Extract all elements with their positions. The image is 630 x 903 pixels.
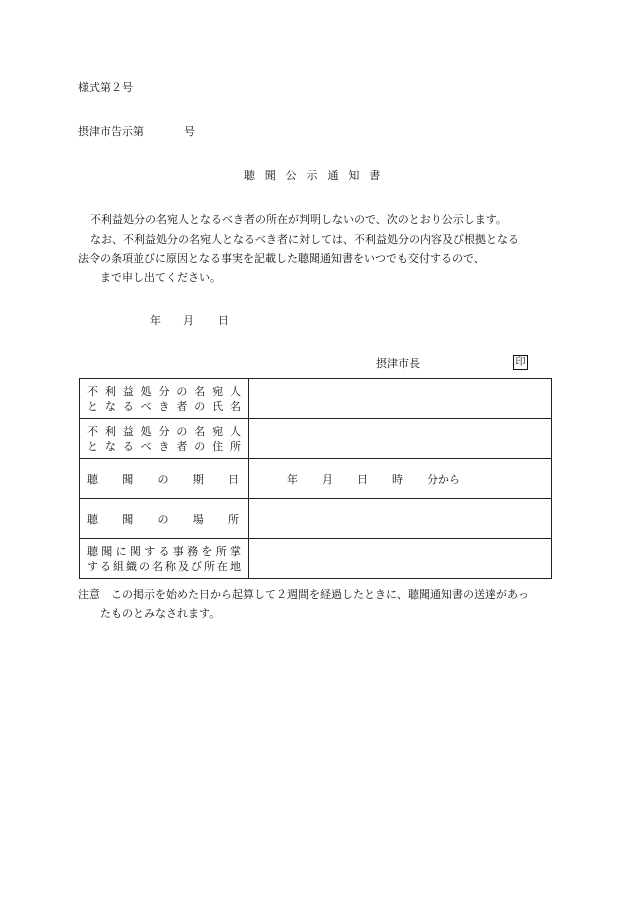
table-row xyxy=(80,459,552,499)
table-row xyxy=(80,419,552,459)
body-paragraph-2-line-2: 法令の条項並びに原因となる事実を記載した聴聞通知書をいつでも交付するので、 xyxy=(78,252,485,265)
seal-mark: 印 xyxy=(513,355,528,370)
value-recipient-address xyxy=(249,419,552,459)
notice-number xyxy=(78,124,195,139)
table-row xyxy=(80,499,552,539)
notice-number-suffix: 号 xyxy=(184,125,195,138)
label-recipient-name: 不利益処分の名宛人 となるべき者の氏名 xyxy=(80,379,249,419)
notice-number-prefix: 摂津市告示第 xyxy=(78,125,144,138)
note-line-1: 注意 この掲示を始めた日から起算して２週間を経過したときに、聴聞通知書の送達があっ xyxy=(78,588,529,601)
value-hearing-place xyxy=(249,499,552,539)
document-title: 聴聞公示通知書 xyxy=(243,169,391,182)
label-hearing-place: 聴聞の場所 xyxy=(80,499,249,539)
mayor-name: 摂津市長 xyxy=(376,357,420,370)
issue-date-month: 月 xyxy=(183,314,194,327)
body-paragraph-2-line-3: まで申し出てください。 xyxy=(100,271,221,284)
table-row xyxy=(80,379,552,419)
label-recipient-address: 不利益処分の名宛人 となるべき者の住所 xyxy=(80,419,249,459)
label-responsible-organization: 聴聞に関する事務を所掌 する組織の名称及び所在地 xyxy=(80,539,249,579)
body-paragraph-1: 不利益処分の名宛人となるべき者の所在が判明しないので、次のとおり公示します。 xyxy=(90,213,507,226)
issue-date-day: 日 xyxy=(218,314,229,327)
issue-date xyxy=(150,313,229,328)
note-line-2: たものとみなされます。 xyxy=(100,607,221,620)
issue-date-year: 年 xyxy=(150,314,161,327)
value-recipient-name xyxy=(249,379,552,419)
value-responsible-organization xyxy=(249,539,552,579)
table-row xyxy=(80,539,552,579)
form-number: 様式第２号 xyxy=(78,81,133,94)
label-hearing-date: 聴聞の期日 xyxy=(80,459,249,499)
hearing-info-table xyxy=(79,378,552,579)
body-paragraph-2-line-1: なお、不利益処分の名宛人となるべき者に対しては、不利益処分の内容及び根拠となる xyxy=(90,233,519,246)
value-hearing-date: 年 月 日 時 分から xyxy=(249,459,552,499)
